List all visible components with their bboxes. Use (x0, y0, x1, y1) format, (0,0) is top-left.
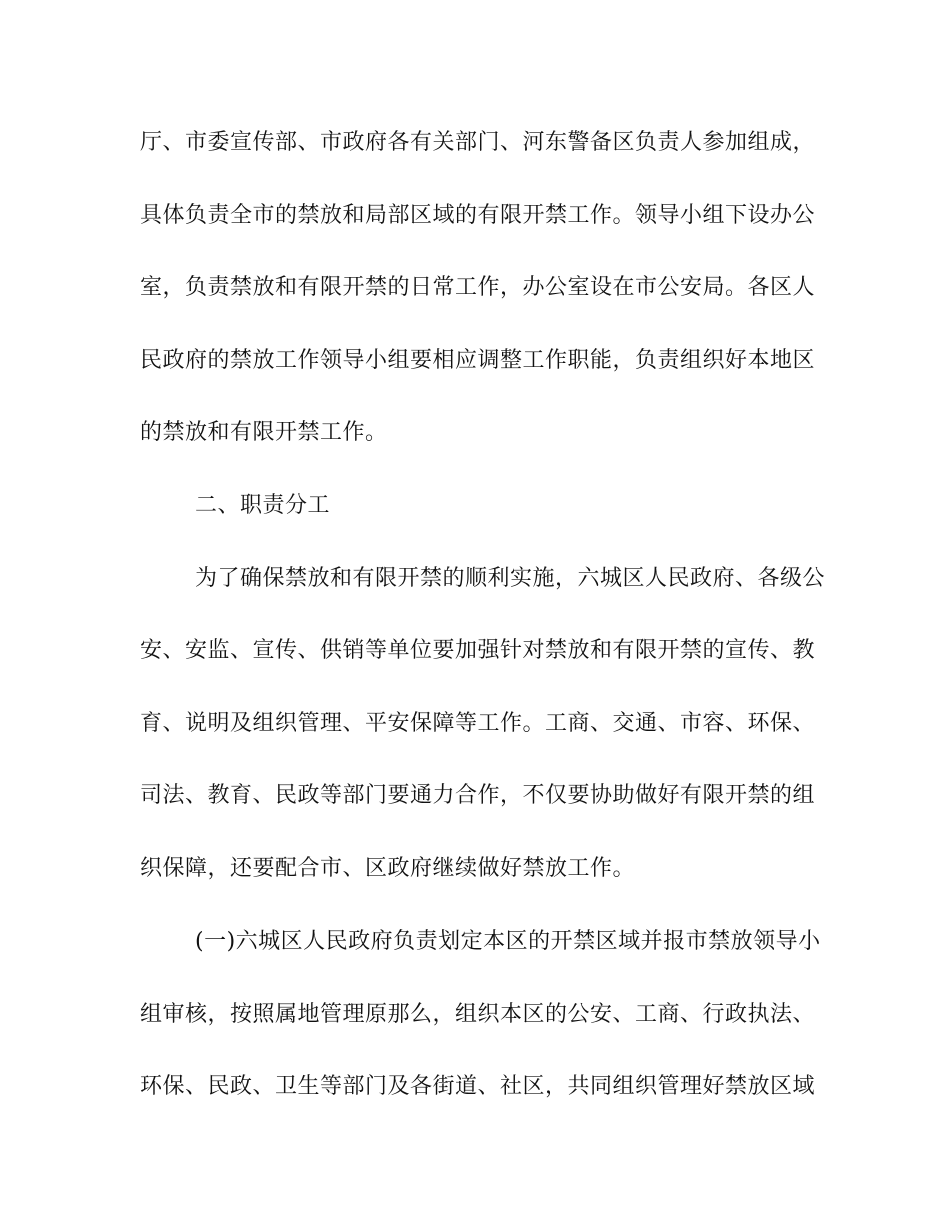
paragraph-line: 具体负责全市的禁放和局部区域的有限开禁工作。领导小组下设办公 (140, 203, 816, 228)
paragraph-line: 室，负责禁放和有限开禁的日常工作，办公室设在市公安局。各区人 (140, 275, 816, 300)
paragraph-line: (一)六城区人民政府负责划定本区的开禁区域并报市禁放领导小 (195, 929, 821, 954)
paragraph-line: 织保障，还要配合市、区政府继续做好禁放工作。 (140, 856, 636, 881)
paragraph-line: 司法、教育、民政等部门要通力合作，不仅要协助做好有限开禁的组 (140, 783, 816, 808)
paragraph-line: 的禁放和有限开禁工作。 (140, 420, 388, 445)
paragraph-line: 安、安监、宣传、供销等单位要加强针对禁放和有限开禁的宣传、教 (140, 638, 816, 663)
paragraph-line: 育、说明及组织管理、平安保障等工作。工商、交通、市容、环保、 (140, 711, 816, 736)
section-heading: 二、职责分工 (195, 493, 331, 518)
paragraph-line: 组审核，按照属地管理原那么，组织本区的公安、工商、行政执法、 (140, 1002, 816, 1027)
paragraph-line: 民政府的禁放工作领导小组要相应调整工作职能，负责组织好本地区 (140, 348, 816, 373)
paragraph-line: 环保、民政、卫生等部门及各街道、社区，共同组织管理好禁放区域 (140, 1074, 816, 1099)
paragraph-line: 厅、市委宣传部、市政府各有关部门、河东警备区负责人参加组成， (140, 130, 816, 155)
paragraph-line: 为了确保禁放和有限开禁的顺利实施，六城区人民政府、各级公 (195, 566, 826, 591)
